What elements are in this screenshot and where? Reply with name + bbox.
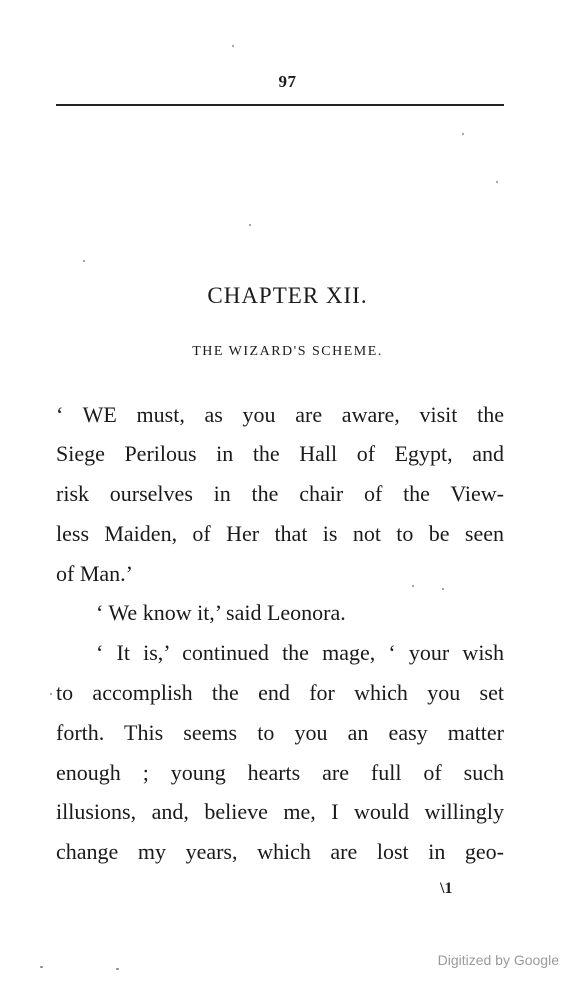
body-line-3: risk ourselves in the chair of the View- [56,481,504,506]
body-line-11: illusions, and, believe me, I would willingly [56,799,504,824]
scan-speck [50,693,52,695]
body-line-6: ‘ We know it,’ said Leonora. [96,600,346,625]
body-line-7: ‘ It is,’ continued the mage, ‘ your wish [96,640,504,665]
body-line-1-rest: must, as you are aware, visit the [116,402,504,427]
body-line-4: less Maiden, of Her that is not to be seen [56,521,504,546]
signature-mark: \1 [440,880,453,897]
body-line-12: change my years, which are lost in geo- [56,839,504,864]
page-number: 97 [278,72,297,91]
scan-speck [116,968,119,970]
body-line-10: enough ; young hearts are full of such [56,760,504,785]
body-line-5: of Man.’ [56,561,133,586]
scan-speck [83,260,85,262]
scan-speck [462,133,464,135]
header-rule [56,104,504,106]
body-line-8: to accomplish the end for which you set [56,680,504,705]
chapter-subtitle: THE WIZARD'S SCHEME. [192,344,383,359]
scan-speck [496,181,498,183]
body-line-9: forth. This seems to you an easy matter [56,720,504,745]
scan-speck [442,588,444,590]
drop-word: ‘ W [56,402,104,427]
body-line-2: Siege Perilous in the Hall of Egypt, and [56,441,504,466]
scan-speck [40,966,43,968]
watermark: Digitized by Google [437,952,559,968]
body-line-1 [56,402,504,428]
scan-speck [249,224,251,226]
scan-speck [232,45,234,47]
drop-word-smallcaps: E [103,402,117,427]
chapter-title: CHAPTER XII. [207,283,368,308]
scan-speck [412,585,414,587]
